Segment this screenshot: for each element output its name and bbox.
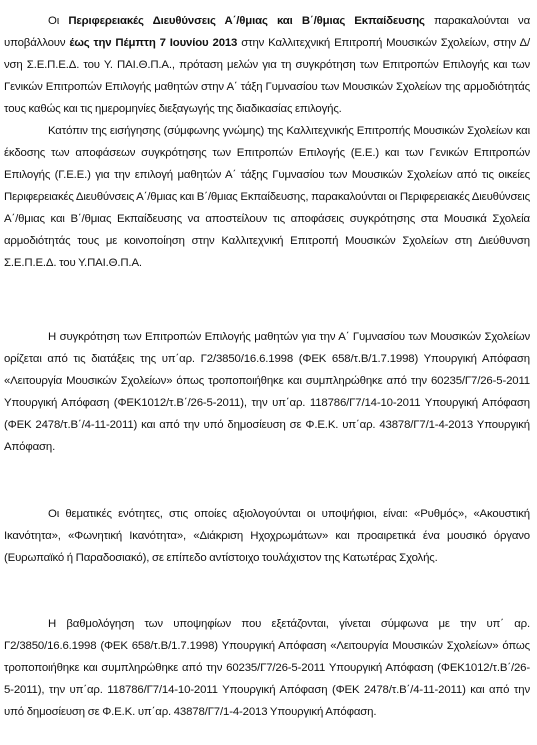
paragraph-grading: Η βαθμολόγηση των υποψηφίων που εξετάζονται, γίνεται σύμφωνα με την υπ΄ αρ. Γ2/3850/16.6.1998 (ΦΕΚ 658/τ.Β/1.7.1998) Υπουργική Απόφαση «Λειτουργία Μουσικών Σχολείων» όπως τροποποιήθηκε και συμπληρώθηκε από την 60235/Γ7/26-5-2011 Υπουργική Απόφαση (ΦΕΚ1012/τ.Β΄/26-5-2011), την υπ΄αρ. 118786/Γ7/14-10-2011 Υπουργική Απόφαση (ΦΕΚ 2478/τ.Β΄/4-11-2011) και από την υπό δημοσίευση σε Φ.Ε.Κ. υπ΄αρ. 43878/Γ7/1-4-2013 Υπουργική Απόφαση.: [4, 618, 530, 718]
bold-deadline: έως την Πέμπτη 7 Ιουνίου 2013: [69, 37, 238, 49]
paragraph-committee-decisions: Κατόπιν της εισήγησης (σύμφωνης γνώμης) της Καλλιτεχνικής Επιτροπής Μουσικών Σχολείων και έκδοσης των αποφάσεων συγκρότησης των Επιτροπών Επιλογής (Ε.Ε.) και των Γενικών Επιτροπών Επιλογής (Γ.Ε.Ε.) για την επιλογή μαθητών Α΄ τάξης Γυμνασίου των Μουσικών Σχολείων από τις οικείες Περιφερειακές Διευθύνσεις Α΄/θμιας και Β΄/θμιας Εκπαίδευσης, παρακαλούνται οι Περιφερειακές Διευθύνσεις Α΄/θμιας και Β΄/θμιας Εκπαίδευσης να αποστείλουν τις αποφάσεις συγκρότησης στα Μουσικά Σχολεία αρμοδιότητάς τους με κοινοποίηση στην Καλλιτεχνική Επιτροπή Μουσικών Σχολείων στη Διεύθυνση Σ.Ε.Π.Ε.Δ. του Υ.ΠΑΙ.Θ.Π.Α.: [4, 125, 530, 269]
paragraph-submission-request: [4, 10, 530, 120]
paragraph-text: Οι: [48, 15, 69, 27]
paragraph-text: στην Καλλιτεχνική Επιτροπή Μουσικών Σχολείων, στην Δ/νση Σ.Ε.Π.Ε.Δ. του Υ. ΠΑΙ.Θ.Π.Α., πρόταση μελών για τη συγκρότηση των Επιτροπών Επιλογής και των Γενικών Επιτροπών Επιλογής μαθητών στην Α΄ τάξη Γυμνασίου των Μουσικών Σχολείων της αρμοδιότητάς τους καθώς και τις ημερομηνίες διεξαγωγής της διαδικασίας επιλογής.: [4, 37, 530, 115]
paragraph-text: παρακαλούνται να υποβάλλουν: [4, 15, 531, 49]
paragraph-committee-composition: Η συγκρότηση των Επιτροπών Επιλογής μαθητών για την Α΄ Γυμνασίου των Μουσικών Σχολείων ορίζεται από τις διατάξεις της υπ΄αρ. Γ2/3850/16.6.1998 (ΦΕΚ 658/τ.Β/1.7.1998) Υπουργική Απόφαση «Λειτουργία Μουσικών Σχολείων» όπως τροποποιήθηκε και συμπληρώθηκε από την 60235/Γ7/26-5-2011 Υπουργική Απόφαση (ΦΕΚ1012/τ.Β΄/26-5-2011), την υπ΄αρ. 118786/Γ7/14-10-2011 Υπουργική Απόφαση (ΦΕΚ 2478/τ.Β΄/4-11-2011) και από την υπό δημοσίευση σε Φ.Ε.Κ. υπ΄αρ. 43878/Γ7/1-4-2013 Υπουργική Απόφαση.: [4, 331, 530, 453]
bold-directorates: Περιφερειακές Διευθύνσεις Α΄/θμιας και Β΄/θμιας Εκπαίδευσης: [68, 15, 425, 27]
document-page: [4, 10, 530, 723]
paragraph-thematic-units: Οι θεματικές ενότητες, στις οποίες αξιολογούνται οι υποψήφιοι, είναι: «Ρυθμός», «Ακουστική Ικανότητα», «Φωνητική Ικανότητα», «Διάκριση Ηχοχρωμάτων» και προαιρετικά ένα μουσικό όργανο (Ευρωπαϊκό ή Παραδοσιακό), σε επίπεδο αντίστοιχο τουλάχιστον της Κατωτέρας Σχολής.: [4, 508, 530, 564]
